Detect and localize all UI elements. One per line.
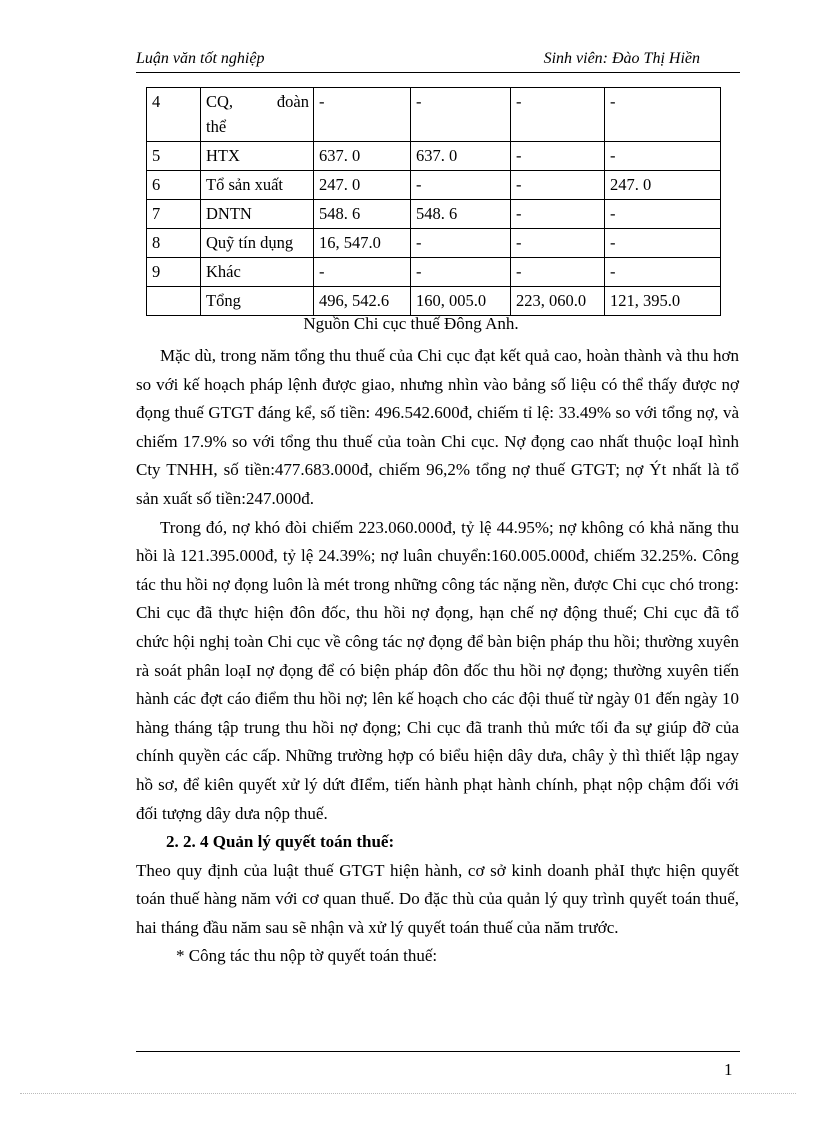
table-row xyxy=(147,171,721,200)
tax-debt-table xyxy=(146,87,721,316)
cell-col2: - xyxy=(511,142,605,171)
cell-col1: 160, 005.0 xyxy=(411,287,511,316)
cell-org: Quỹ tín dụng xyxy=(201,229,314,258)
cell-col3: - xyxy=(605,200,721,229)
cell-col2: - xyxy=(511,258,605,287)
footer-divider xyxy=(136,1051,740,1052)
header-student-name: Sinh viên: Đào Thị Hiền xyxy=(543,50,700,67)
cell-total: 637. 0 xyxy=(314,142,411,171)
cell-org-part: CQ, xyxy=(206,92,234,111)
cell-org-part: đoàn xyxy=(276,92,309,111)
cell-col2: - xyxy=(511,200,605,229)
body-text xyxy=(136,342,739,971)
table-source-caption: Nguồn Chi cục thuế Đông Anh. xyxy=(303,314,519,333)
paragraph-debt-overview: Mặc dù, trong năm tổng thu thuế của Chi cục đạt kết quả cao, hoàn thành và thu hơn so với kế hoạch pháp lệnh được giao, nhưng nhìn vào bảng số liệu có thể thấy được nợ đọng thuế GTGT đáng kể, số tiền: 496.542.600đ, chiếm tỉ lệ: 33.49% so với tổng nợ, và chiếm 17.9% so với tổng thu thuế của toàn Chi cục. Nợ đọng cao nhất thuộc loạI hình Cty TNHH, số tiền:477.683.000đ, chiếm 96,2% tổng nợ thuế GTGT; nợ Ýt nhất là tổ sản xuất số tiền:247.000đ. xyxy=(136,346,739,508)
table-row xyxy=(147,229,721,258)
cell-no: 9 xyxy=(147,258,201,287)
table-row xyxy=(147,142,721,171)
cell-org: Khác xyxy=(201,258,314,287)
cell-no: 7 xyxy=(147,200,201,229)
cell-no: 6 xyxy=(147,171,201,200)
cell-no: 8 xyxy=(147,229,201,258)
cell-col3: - xyxy=(605,229,721,258)
header-thesis-label: Luận văn tốt nghiệp xyxy=(136,50,265,67)
section-heading: 2. 2. 4 Quản lý quyết toán thuế: xyxy=(166,832,395,852)
cell-org: Tổng xyxy=(201,287,314,316)
cell-col1: - xyxy=(411,88,511,142)
cell-total: 247. 0 xyxy=(314,171,411,200)
cell-col3: 121, 395.0 xyxy=(605,287,721,316)
cell-org: Tổ sản xuất xyxy=(201,171,314,200)
cell-col1: - xyxy=(411,171,511,200)
page-header xyxy=(136,48,740,73)
cell-col1: 548. 6 xyxy=(411,200,511,229)
cell-col1: - xyxy=(411,258,511,287)
cell-col3: - xyxy=(605,258,721,287)
cell-org xyxy=(201,88,314,142)
cell-col3: 247. 0 xyxy=(605,171,721,200)
table-row xyxy=(147,88,721,142)
paragraph-settlement: Theo quy định của luật thuế GTGT hiện hành, cơ sở kinh doanh phảI thực hiện quyết toán thuế hàng năm với cơ quan thuế. Do đặc thù của quản lý quy trình quyết toán thuế, hai tháng đầu năm sau sẽ nhận và xử lý quyết toán thuế của năm trước. xyxy=(136,860,739,937)
cell-total: 548. 6 xyxy=(314,200,411,229)
table-row xyxy=(147,258,721,287)
cell-total: - xyxy=(314,88,411,142)
cell-col3: - xyxy=(605,142,721,171)
cell-org: DNTN xyxy=(201,200,314,229)
cell-col2: 223, 060.0 xyxy=(511,287,605,316)
cell-col2: - xyxy=(511,229,605,258)
bullet-item: * Công tác thu nộp tờ quyết toán thuế: xyxy=(176,946,438,966)
cell-col2: - xyxy=(511,88,605,142)
cell-col1: 637. 0 xyxy=(411,142,511,171)
table-row xyxy=(147,200,721,229)
cell-no xyxy=(147,287,201,316)
table-total-row xyxy=(147,287,721,316)
page-number: 1 xyxy=(724,1060,733,1079)
cell-total: - xyxy=(314,258,411,287)
page-bottom-border xyxy=(20,1093,796,1094)
cell-col2: - xyxy=(511,171,605,200)
cell-col1: - xyxy=(411,229,511,258)
cell-no: 5 xyxy=(147,142,201,171)
cell-col3: - xyxy=(605,88,721,142)
cell-org-part: thể xyxy=(206,117,227,136)
cell-total: 16, 547.0 xyxy=(314,229,411,258)
cell-org: HTX xyxy=(201,142,314,171)
cell-total: 496, 542.6 xyxy=(314,287,411,316)
paragraph-debt-recovery: Trong đó, nợ khó đòi chiếm 223.060.000đ, tỷ lệ 44.95%; nợ không có khả năng thu hồi là 121.395.000đ, tỷ lệ 24.39%; nợ luân chuyển:160.005.000đ, chiếm 32.25%. Công tác thu hồi nợ đọng luôn là mét trong những công tác nặng nền, được Chi cục chó trong: Chi cục đã thực hiện đôn đốc, thu hồi nợ đọng, hạn chế nợ động thuế; Chi cục đã tổ chức hội nghị toàn Chi cục về công tác nợ đọng để bàn biện pháp thu hồi; thường xuyên rà soát phân loạI nợ đọng để có biện pháp đôn đốc thu hồi nợ đọng; thường xuyên tiến hành các đợt cáo điểm thu hồi nợ; lên kế hoạch cho các đội thuế từ ngày 01 đến ngày 10 hàng tháng tập trung thu hồi nợ đọng; Chi cục đã tranh thủ mức tối đa sự giúp đỡ của chính quyền các cấp. Những trường hợp có biểu hiện dây dưa, chây ỳ thì thiết lập ngay hồ sơ, để kiên quyết xử lý dứt đIểm, tiến hành phạt hành chính, phạt nộp chậm đối với đối tượng dây dưa nộp thuế. xyxy=(136,517,739,823)
cell-no: 4 xyxy=(147,88,201,142)
